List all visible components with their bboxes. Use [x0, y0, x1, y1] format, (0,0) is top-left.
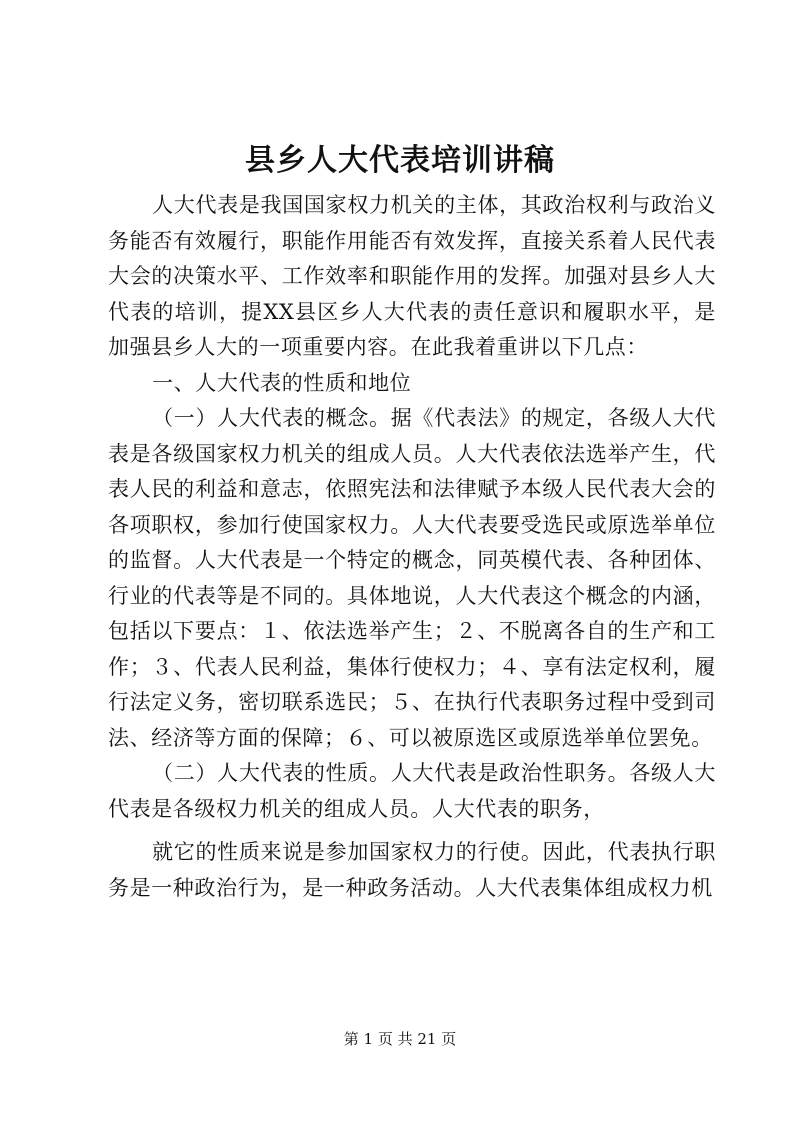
paragraph-nature-continued: 就它的性质来说是参加国家权力的行使。因此，代表执行职务是一种政治行为，是一种政务活动。人大代表集体组成权力机 — [108, 840, 716, 900]
document-body — [108, 188, 716, 906]
paragraph-intro: 人大代表是我国国家权力机关的主体，其政治权利与政治义务能否有效履行，职能作用能否有效发挥，直接关系着人民代表大会的决策水平、工作效率和职能作用的发挥。加强对县乡人大代表的培训，提XX县区乡人大代表的责任意识和履职水平，是加强县乡人大的一项重要内容。在此我着重讲以下几点： — [108, 193, 716, 359]
page-footer: 第 1 页 共 21 页 — [343, 1030, 457, 1048]
document-title: 县乡人大代表培训讲稿 — [245, 143, 555, 178]
paragraph-nature: （二）人大代表的性质。人大代表是政治性职务。各级人大代表是各级权力机关的组成人员。人大代表的职务， — [108, 761, 716, 821]
section-heading-1: 一、人大代表的性质和地位 — [152, 370, 412, 395]
paragraph-concept: （一）人大代表的概念。据《代表法》的规定，各级人大代表是各级国家权力机关的组成人员。人大代表依法选举产生，代表人民的利益和意志，依照宪法和法律赋予本级人民代表大会的各项职权，参加行使国家权力。人大代表要受选民或原选举单位的监督。人大代表是一个特定的概念，同英模代表、各种团体、行业的代表等是不同的。具体地说，人大代表这个概念的内涵，包括以下要点：１、依法选举产生；２、不脱离各自的生产和工作；３、代表人民利益，集体行使权力；４、享有法定权利，履行法定义务，密切联系选民；５、在执行代表职务过程中受到司法、经济等方面的保障；６、可以被原选区或原选举单位罢免。 — [108, 406, 716, 750]
